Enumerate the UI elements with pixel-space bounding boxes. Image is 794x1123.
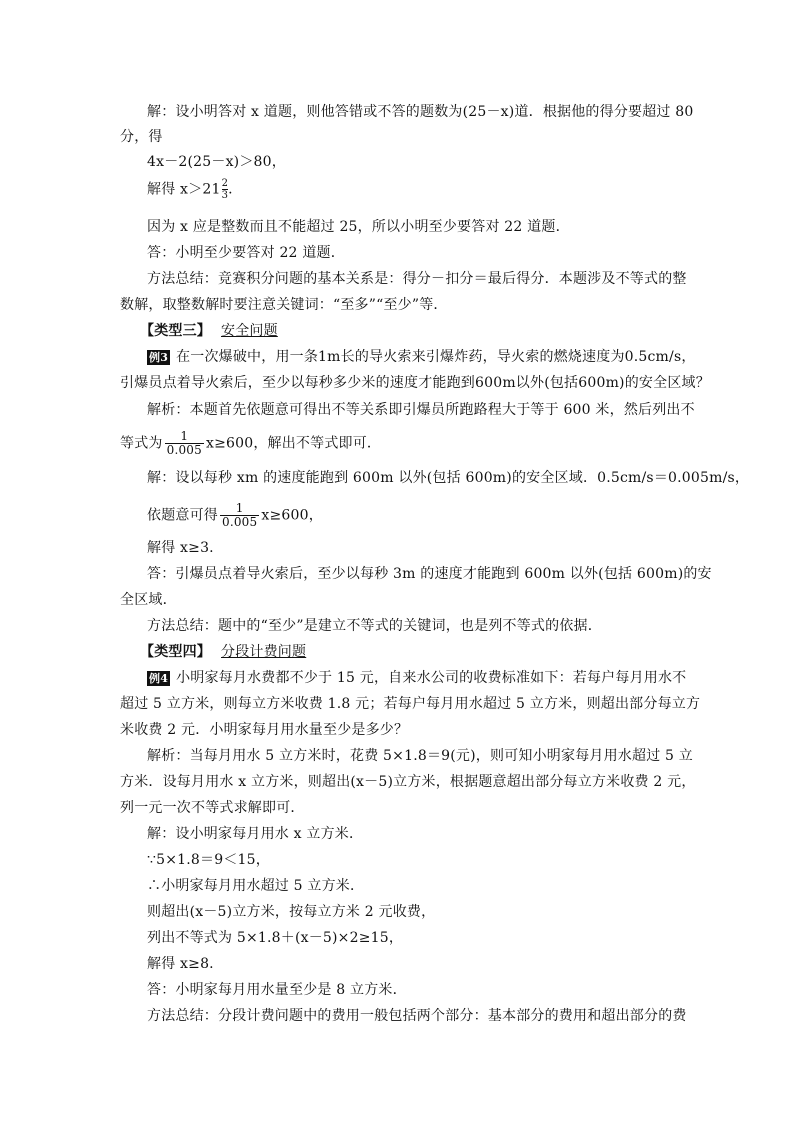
inequality-line	[147, 153, 707, 171]
text: 解析：当每月用水 5 立方米时，花费 5×1.8＝9(元)，则可知小明家每月用水超过 5 立	[147, 748, 693, 764]
text: 解：设以每秒 xm 的速度能跑到 600m 以外(包括 600m)的安全区域．0.5cm/s＝0.005m/s，	[147, 470, 750, 486]
text: 4x－2(25－x)＞80，	[147, 154, 286, 170]
type-label: 【类型三】	[140, 323, 211, 339]
fraction	[165, 430, 204, 457]
example-3-line-1	[147, 348, 707, 366]
text: ∴小明家每月用水超过 5 立方米．	[147, 878, 365, 894]
solution-3-result	[147, 539, 707, 557]
solution-3-line-1	[147, 469, 750, 487]
answer-3-line-2	[120, 591, 680, 609]
text: .	[228, 181, 233, 198]
text: 列一元一次不等式求解即可．	[120, 800, 305, 816]
text: 方法总结：题中的“至少”是建立不等式的关键词，也是列不等式的依据．	[147, 618, 602, 634]
text: 解得 x≥3.	[147, 540, 214, 556]
text: 解得 x＞21	[147, 181, 221, 198]
reason-line	[147, 218, 707, 236]
text: 解析：本题首先依题意可得出不等关系即引爆员所跑路程大于等于 600 米，然后列出不	[147, 402, 695, 418]
text: 数解，取整数解时要注意关键词：“至多”“至少”等．	[120, 297, 448, 313]
fraction	[220, 502, 259, 529]
example-4-line-2	[120, 695, 701, 713]
type-label: 【类型四】	[140, 644, 211, 660]
text: 在一次爆破中，用一条1m长的导火索来引爆炸药，导火索的燃烧速度为0.5cm/s，	[176, 349, 696, 365]
text: 则超出(x－5)立方米，按每立方米 2 元收费，	[147, 904, 436, 920]
text: 超过 5 立方米，则每立方米收费 1.8 元；若每户每月用水超过 5 立方米，则超出部分每立方	[120, 696, 701, 712]
text: 依题意可得	[147, 507, 218, 524]
example-3-line-2	[120, 374, 710, 392]
example-4-line-1	[147, 669, 707, 687]
solution-line-2	[120, 128, 680, 146]
text: 列出不等式为 5×1.8＋(x－5)×2≥15，	[147, 930, 404, 946]
analysis-line-2	[120, 430, 680, 457]
solution-3-line-2	[147, 502, 707, 529]
summary-3-line	[147, 617, 707, 635]
denominator: 0.005	[166, 443, 202, 457]
solution-4-line-3	[147, 877, 707, 895]
analysis-4-line-3	[120, 799, 680, 817]
text: 答：小明至少要答对 22 道题．	[147, 245, 345, 261]
answer-3-line-1	[147, 565, 712, 583]
type-title: 安全问题	[221, 323, 278, 339]
denominator: 3	[221, 190, 229, 201]
type-title: 分段计费问题	[221, 644, 307, 660]
text: 方米．设每月用水 x 立方米，则超出(x－5)立方米，根据题意超出部分每立方米收费 2 元，	[120, 774, 696, 790]
text: 方法总结：分段计费问题中的费用一般包括两个部分：基本部分的费用和超出部分的费	[147, 1008, 687, 1024]
text: x≥600，	[261, 507, 323, 524]
text: 米收费 2 元．小明家每月用水量至少是多少？	[120, 722, 409, 738]
summary-line-2	[120, 296, 680, 314]
answer-4-line	[147, 981, 707, 999]
numerator: 1	[235, 501, 244, 515]
analysis-4-line-2	[120, 773, 696, 791]
numerator: 1	[180, 429, 189, 443]
solution-4-line-1	[147, 825, 707, 843]
text: 分，得	[120, 129, 163, 145]
solution-4-line-4	[147, 903, 707, 921]
summary-line-1	[147, 270, 707, 288]
solution-4-line-2	[147, 851, 707, 869]
type-four-heading	[140, 643, 700, 661]
analysis-4-line-1	[147, 747, 707, 765]
text: 解：设小明家每月用水 x 立方米．	[147, 826, 364, 842]
answer-line	[147, 244, 707, 262]
result-line	[147, 178, 707, 201]
text: 答：引爆员点着导火索后，至少以每秒 3m 的速度才能跑到 600m 以外(包括 600m)的安	[147, 566, 712, 582]
denominator: 0.005	[222, 515, 258, 529]
text: 因为 x 应是整数而且不能超过 25，所以小明至少要答对 22 道题．	[147, 219, 570, 235]
numerator: 2	[221, 178, 229, 189]
analysis-line-1	[147, 401, 707, 419]
solution-4-result	[147, 955, 707, 973]
example-badge: 例4	[149, 672, 169, 685]
text: ∵5×1.8＝9＜15，	[147, 852, 270, 868]
type-three-heading	[140, 322, 700, 340]
text: 等式为	[120, 435, 163, 452]
text: 解：设小明答对 x 道题，则他答错或不答的题数为(25－x)道．根据他的得分要超过 80	[147, 104, 694, 120]
text: 全区域．	[120, 592, 177, 608]
text: 小明家每月水费都不少于 15 元，自来水公司的收费标准如下：若每户每月用水不	[176, 670, 687, 686]
text: x≥600，解出不等式即可．	[205, 435, 382, 452]
solution-line-1	[147, 103, 707, 121]
solution-4-line-5	[147, 929, 707, 947]
text: 引爆员点着导火索后，至少以每秒多少米的速度才能跑到600m以外(包括600m)的安全区域？	[120, 375, 710, 391]
text: 解得 x≥8.	[147, 956, 214, 972]
example-badge: 例3	[149, 351, 169, 364]
summary-4-line	[147, 1007, 707, 1025]
text: 答：小明家每月用水量至少是 8 立方米．	[147, 982, 407, 998]
text: 方法总结：竞赛积分问题的基本关系是：得分－扣分＝最后得分．本题涉及不等式的整	[147, 271, 687, 287]
example-4-line-3	[120, 721, 680, 739]
